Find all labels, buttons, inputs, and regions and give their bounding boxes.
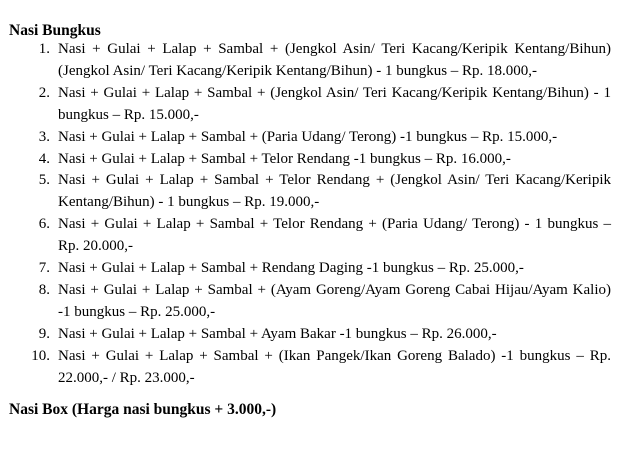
- menu-item: [0, 170, 631, 214]
- item-text: Nasi + Gulai + Lalap + Sambal + (Ayam Goreng/Ayam Goreng Cabai Hijau/Ayam Kalio) -1 bungkus – Rp. 25.000,-: [58, 281, 611, 320]
- menu-list: [0, 39, 631, 390]
- menu-item: [0, 149, 631, 171]
- item-text: Nasi + Gulai + Lalap + Sambal + Telor Rendang + (Paria Udang/ Terong) - 1 bungkus – Rp. 20.000,-: [58, 216, 611, 255]
- item-text: Nasi + Gulai + Lalap + Sambal + Telor Rendang -1 bungkus – Rp. 16.000,-: [58, 150, 511, 167]
- item-number: 10.: [31, 347, 50, 364]
- item-text: Nasi + Gulai + Lalap + Sambal + (Jengkol Asin/ Teri Kacang/Keripik Kentang/Bihun) (Jengkol Asin/ Teri Kacang/Keripik Kentang/Bihun) - 1 bungkus – Rp. 18.000,-: [58, 41, 611, 79]
- item-text: Nasi + Gulai + Lalap + Sambal + Telor Rendang + (Jengkol Asin/ Teri Kacang/Keripik Kentang/Bihun) - 1 bungkus – Rp. 19.000,-: [58, 172, 611, 211]
- item-text: Nasi + Gulai + Lalap + Sambal + Ayam Bakar -1 bungkus – Rp. 26.000,-: [58, 325, 497, 342]
- menu-item: [0, 280, 631, 324]
- menu-item: [0, 83, 631, 127]
- item-number: 7.: [38, 260, 50, 277]
- item-text: Nasi + Gulai + Lalap + Sambal + (Jengkol Asin/ Teri Kacang/Keripik Kentang/Bihun) - 1 bungkus – Rp. 15.000,-: [58, 84, 611, 123]
- section-heading-nasi-box: Nasi Box (Harga nasi bungkus + 3.000,-): [9, 401, 277, 418]
- item-number: 9.: [38, 325, 50, 342]
- item-number: 4.: [38, 150, 50, 167]
- item-text: Nasi + Gulai + Lalap + Sambal + Rendang Daging -1 bungkus – Rp. 25.000,-: [58, 260, 524, 277]
- item-number: 8.: [38, 281, 50, 298]
- menu-item: [0, 127, 631, 149]
- item-text: Nasi + Gulai + Lalap + Sambal + (Ikan Pangek/Ikan Goreng Balado) -1 bungkus – Rp. 22.000,- / Rp. 23.000,-: [58, 347, 611, 386]
- menu-item: [0, 39, 631, 83]
- item-number: 2.: [38, 84, 50, 101]
- item-text: Nasi + Gulai + Lalap + Sambal + (Paria Udang/ Terong) -1 bungkus – Rp. 15.000,-: [58, 128, 558, 145]
- item-number: 1.: [38, 41, 50, 57]
- menu-item: [0, 324, 631, 346]
- item-number: 5.: [38, 172, 50, 189]
- menu-item: [0, 214, 631, 258]
- menu-item: [0, 346, 631, 390]
- item-number: 6.: [38, 216, 50, 233]
- section-heading-nasi-bungkus: Nasi Bungkus: [9, 22, 101, 39]
- item-number: 3.: [38, 128, 50, 145]
- menu-item: [0, 258, 631, 280]
